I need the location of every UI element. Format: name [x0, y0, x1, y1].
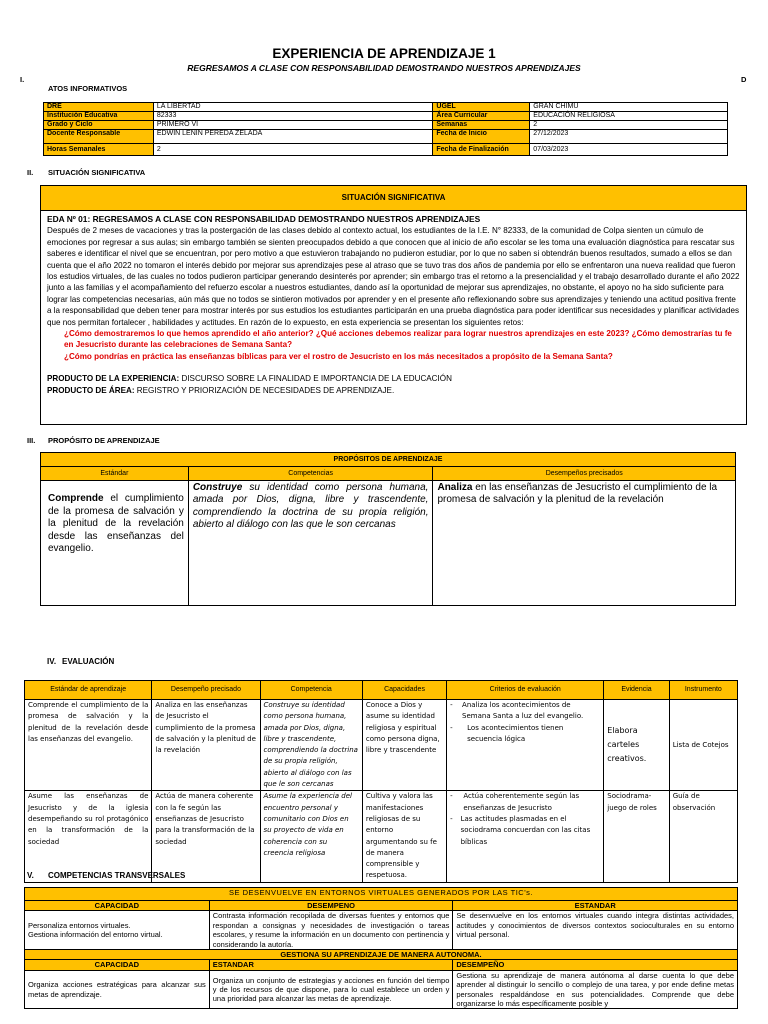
- transversal-col-performance-2: DESEMPEÑO: [453, 960, 738, 970]
- purpose-competency-text: su identidad como persona humana, amada por Dios, digna, libre y trascendente, comprendiendo la doctrina de su propia religión, abierto al diálogo con las que le son cercanas: [192, 482, 429, 530]
- eval-col-evidence: Evidencia: [604, 681, 669, 700]
- eval-evidence: Elabora carteles creativos.: [604, 700, 669, 791]
- transversal-header-1: SE DESENVUELVE EN ENTORNOS VIRTUALES GENERADOS POR LAS TIC's.: [25, 888, 738, 901]
- purpose-col-performance: Desempeños precisados: [433, 467, 736, 481]
- info-key: Área Curricular: [433, 112, 530, 121]
- challenge-question-1: ¿Cómo demostraremos lo que hemos aprendido el año anterior? ¿Qué acciones debemos realizar para lograr nuestros aprendizajes en este 2023? ¿Cómo demostrarías tu fe en Jesucristo durante las celebraciones de Semana Santa?: [64, 329, 732, 350]
- purpose-table: [40, 452, 736, 606]
- info-key: Grado y Ciclo: [44, 121, 154, 130]
- info-row: [44, 112, 728, 121]
- transversal-table: [24, 887, 738, 1009]
- eval-criteria: - Analiza los acontecimientos de Semana Santa a luz del evangelio. - Los acontecimientos tienen secuencia lógica: [447, 700, 604, 791]
- transversal-col-capacity: CAPACIDAD: [25, 901, 210, 911]
- section-1-label: ATOS INFORMATIVOS: [48, 84, 128, 93]
- transversal-performance-2: Gestiona su aprendizaje de manera autónoma al darse cuenta lo que debe aprender al distinguir lo sencillo o complejo de una tarea, y por ende define metas personales respaldándose en sus potencialidades. Comprende que debe organizarse lo más específicamente posible y: [453, 970, 738, 1009]
- purpose-performance-verb: Analiza: [437, 482, 473, 493]
- eval-col-criteria: Criterios de evaluación: [447, 681, 604, 700]
- transversal-capacity-2: Organiza acciones estratégicas para alcanzar sus metas de aprendizaje.: [25, 970, 210, 1009]
- transversal-col-performance: DESEMPENO: [209, 901, 453, 911]
- purpose-col-standard: Estándar: [41, 467, 189, 481]
- product-area: [47, 385, 740, 396]
- transversal-performance-1: Contrasta información recopilada de diversas fuentes y entornos que respondan a consignas y necesidades de investigación o tareas escolares, y resume la información en un documento con pertinencia y considerando la autoría.: [209, 911, 453, 950]
- info-value: GRAN CHIMU: [530, 103, 728, 112]
- section-5-label: COMPETENCIAS TRANSVERSALES: [48, 871, 186, 880]
- eval-performance: Actúa de manera coherente con la fe según las enseñanzas de Jesucristo para la transformación de la sociedad: [152, 791, 260, 882]
- purpose-performance: [433, 481, 736, 606]
- eval-competency: Construye su identidad como persona humana, amada por Dios, digna, libre y trascendente, comprendiendo la doctrina de su propia religión, abierto al diálogo con las que le son cercanas: [260, 700, 362, 791]
- purpose-header: PROPÓSITOS DE APRENDIZAJE: [41, 453, 736, 467]
- info-row: [44, 144, 728, 156]
- product-experience-label: PRODUCTO DE LA EXPERIENCIA:: [47, 374, 180, 384]
- situation-body: [41, 211, 746, 399]
- info-key: DRE: [44, 103, 154, 112]
- info-key: UGEL: [433, 103, 530, 112]
- transversal-capacity-1: Personaliza entornos virtuales. Gestiona información del entorno virtual.: [25, 911, 210, 950]
- evaluation-table: [24, 680, 738, 883]
- info-value: 27/12/2023: [530, 130, 728, 144]
- eval-performance: Analiza en las enseñanzas de Jesucristo el cumplimiento de la promesa de salvación y la plenitud de la revelación: [152, 700, 260, 791]
- info-row: [44, 121, 728, 130]
- eval-instrument: Lista de Cotejos: [669, 700, 737, 791]
- transversal-col-standard: ESTANDAR: [453, 901, 738, 911]
- eval-col-standard: Estándar de aprendizaje: [25, 681, 152, 700]
- section-5-number: V.: [27, 871, 34, 880]
- section-3-label: PROPÓSITO DE APRENDIZAJE: [48, 436, 160, 445]
- info-table: [43, 102, 728, 156]
- challenge-question-2: ¿Cómo pondrías en práctica las enseñanzas bíblicas para ver el rostro de Jesucristo en los más necesitados a propósito de la Semana Santa?: [64, 351, 613, 361]
- section-1-number: I.: [20, 75, 25, 84]
- transversal-col-standard-2: ESTANDAR: [209, 960, 453, 970]
- info-key: Horas Semanales: [44, 144, 154, 156]
- document-subtitle: REGRESAMOS A CLASE CON RESPONSABILIDAD DEMOSTRANDO NUESTROS APRENDIZAJES: [187, 63, 581, 73]
- eval-instrument: Guía de observación: [669, 791, 737, 882]
- product-area-label: PRODUCTO DE ÁREA:: [47, 385, 135, 395]
- info-key: Institución Educativa: [44, 112, 154, 121]
- section-2-label: SITUACIÓN SIGNIFICATIVA: [48, 168, 146, 177]
- purpose-performance-text: en las enseñanzas de Jesucristo el cumplimiento de la promesa de salvación y la plenitud de la revelación: [437, 482, 718, 506]
- info-value: EDWIN LENIN PEREDA ZELADA: [153, 130, 433, 144]
- eval-capacities: Conoce a Dios y asume su identidad religiosa y espiritual como persona digna, libre y trascendente: [362, 700, 446, 791]
- situation-text: Después de 2 meses de vacaciones y tras la postergación de las clases debido al contexto actual, los estudiantes de la I.E. N° 82333, de la comunidad de Colpa sienten un cúmulo de emociones por regresar a sus aulas; sin embargo también se sienten preocupados debido a que conocen que al inicio de año escolar se les toma una evaluación diagnóstica para rescatar sus saberes e identificar el nivel que se encuentran, por pero motivo a que estuvieron trabajando no pudieron estudiar, por lo que no saben si obtendrán buenos resultados, sumado a ellos se dan cuenta que el año 2022 no tomaron el interés debido por mejorar sus aprendizajes pese al atraso que se tuvo tras dos años de pandemia por ello se enfrentaron una nueva realidad que fueron los estudios virtuales, de las cuales no todos pudieron participar generando desinterés por aprender; sin embargo tras el retorno a la presencialidad y el trabajo desarrollado durante el año 2022 junto a las familias y el acompañamiento del refuerzo escolar a nuestros estudiantes, dando así la oportunidad de mejorar sus aprendizajes, no obstante, el apoyo no ha sido suficiente para lograr las competencias necesarias, aún más que no todos se sintieron motivados por aprender y en el presente año reflexionando sobre sus aprendizajes y teniendo una actitud positiva frente a la responsabilidad que deben tener para mostrar interés por sus estudios los estudiantes participarán en una prueba diagnóstica para poder identificar sus necesidades y planificar actividades que nos permitan fortalecer , habilidades y actitudes. En razón de lo expuesto, en esta experiencia se presentan los siguientes retos:: [47, 226, 740, 327]
- eval-col-instrument: Instrumento: [669, 681, 737, 700]
- situation-box: [40, 185, 747, 425]
- purpose-col-competencies: Competencias: [188, 467, 433, 481]
- transversal-col-capacity-2: CAPACIDAD: [25, 960, 210, 970]
- section-4-label: EVALUACIÓN: [62, 657, 115, 666]
- eval-col-performance: Desempeño precisado: [152, 681, 260, 700]
- info-value: LA LIBERTAD: [153, 103, 433, 112]
- info-key: Docente Responsable: [44, 130, 154, 144]
- info-value: 2: [153, 144, 433, 156]
- eval-standard: Comprende el cumplimiento de la promesa de salvación y la plenitud de la revelación desde las enseñanzas del evangelio.: [25, 700, 152, 791]
- table-row: [25, 911, 738, 950]
- product-experience-value: DISCURSO SOBRE LA FINALIDAD E IMPORTANCIA DE LA EDUCACIÓN: [179, 374, 452, 384]
- eval-competency: Asume la experiencia del encuentro personal y comunitario con Dios en su proyecto de vida en coherencia con su creencia religiosa: [260, 791, 362, 882]
- transversal-standard-2: Organiza un conjunto de estrategias y acciones en función del tiempo y de los recursos de que dispone, para lo cual establece un orden y una prioridad para alcanzar las metas de aprendizaje.: [209, 970, 453, 1009]
- eval-capacities: Cultiva y valora las manifestaciones religiosas de su entorno argumentando su fe de manera comprensible y respetuosa.: [362, 791, 446, 882]
- table-row: [25, 970, 738, 1009]
- section-3-number: III.: [27, 436, 36, 445]
- purpose-standard: [41, 481, 189, 606]
- info-row: [44, 130, 728, 144]
- info-value: 82333: [153, 112, 433, 121]
- eval-criterion: Los acontecimientos tienen secuencia lógica: [467, 723, 564, 743]
- eval-criteria: - Actúa coherentemente según las enseñanzas de Jesucristo - Las actitudes plasmadas en el sociodrama concuerdan con las citas bíblicas: [447, 791, 604, 882]
- section-4-number: IV.: [47, 657, 57, 666]
- table-row: [25, 791, 738, 882]
- info-value: 07/03/2023: [530, 144, 728, 156]
- product-area-value: REGISTRO Y PRIORIZACIÓN DE NECESIDADES DE APRENDIZAJE.: [134, 385, 395, 395]
- info-row: [44, 103, 728, 112]
- eval-col-competency: Competencia: [260, 681, 362, 700]
- table-row: [25, 700, 738, 791]
- info-key: Fecha de Inicio: [433, 130, 530, 144]
- eval-criterion: Actúa coherentemente según las enseñanzas de Jesucristo: [463, 792, 580, 812]
- info-value: 2: [530, 121, 728, 130]
- eval-criterion: Analiza los acontecimientos de Semana Santa a luz del evangelio.: [462, 701, 584, 721]
- eval-criterion: Las actitudes plasmadas en el sociodrama concuerdan con las citas bíblicas: [460, 814, 591, 846]
- transversal-standard-1: Se desenvuelve en los entornos virtuales cuando integra distintas actividades, actitudes y conocimientos de diversos contextos socioculturales en su entorno virtual personal.: [453, 911, 738, 950]
- purpose-standard-verb: Comprende: [48, 493, 104, 504]
- purpose-standard-text: el cumplimiento de la promesa de salvación y la plenitud de la revelación desde las enseñanzas del evangelio.: [48, 493, 184, 554]
- situation-header: SITUACIÓN SIGNIFICATIVA: [41, 186, 746, 211]
- eda-title: EDA Nº 01: REGRESAMOS A CLASE CON RESPONSABILIDAD DEMOSTRANDO NUESTROS APRENDIZAJES: [47, 214, 481, 224]
- eval-col-capacities: Capacidades: [362, 681, 446, 700]
- purpose-competency-verb: Construye: [192, 482, 243, 493]
- info-key: Semanas: [433, 121, 530, 130]
- document-title: EXPERIENCIA DE APRENDIZAJE 1: [272, 46, 496, 61]
- product-experience: [47, 373, 740, 384]
- info-value: EDUCACIÓN RELIGIOSA: [530, 112, 728, 121]
- transversal-header-2: GESTIONA SU APRENDIZAJE DE MANERA AUTONOMA.: [25, 950, 738, 960]
- eval-standard: Asume las enseñanzas de Jesucristo y de la iglesia desempeñando su rol protagónico en la transformación de la sociedad: [25, 791, 152, 882]
- section-1-right-mark: D: [741, 75, 747, 84]
- purpose-competency: [188, 481, 433, 606]
- section-2-number: II.: [27, 168, 34, 177]
- info-value: PRIMERO VI: [153, 121, 433, 130]
- info-key: Fecha de Finalización: [433, 144, 530, 156]
- eval-evidence: Sociodrama- juego de roles: [604, 791, 669, 882]
